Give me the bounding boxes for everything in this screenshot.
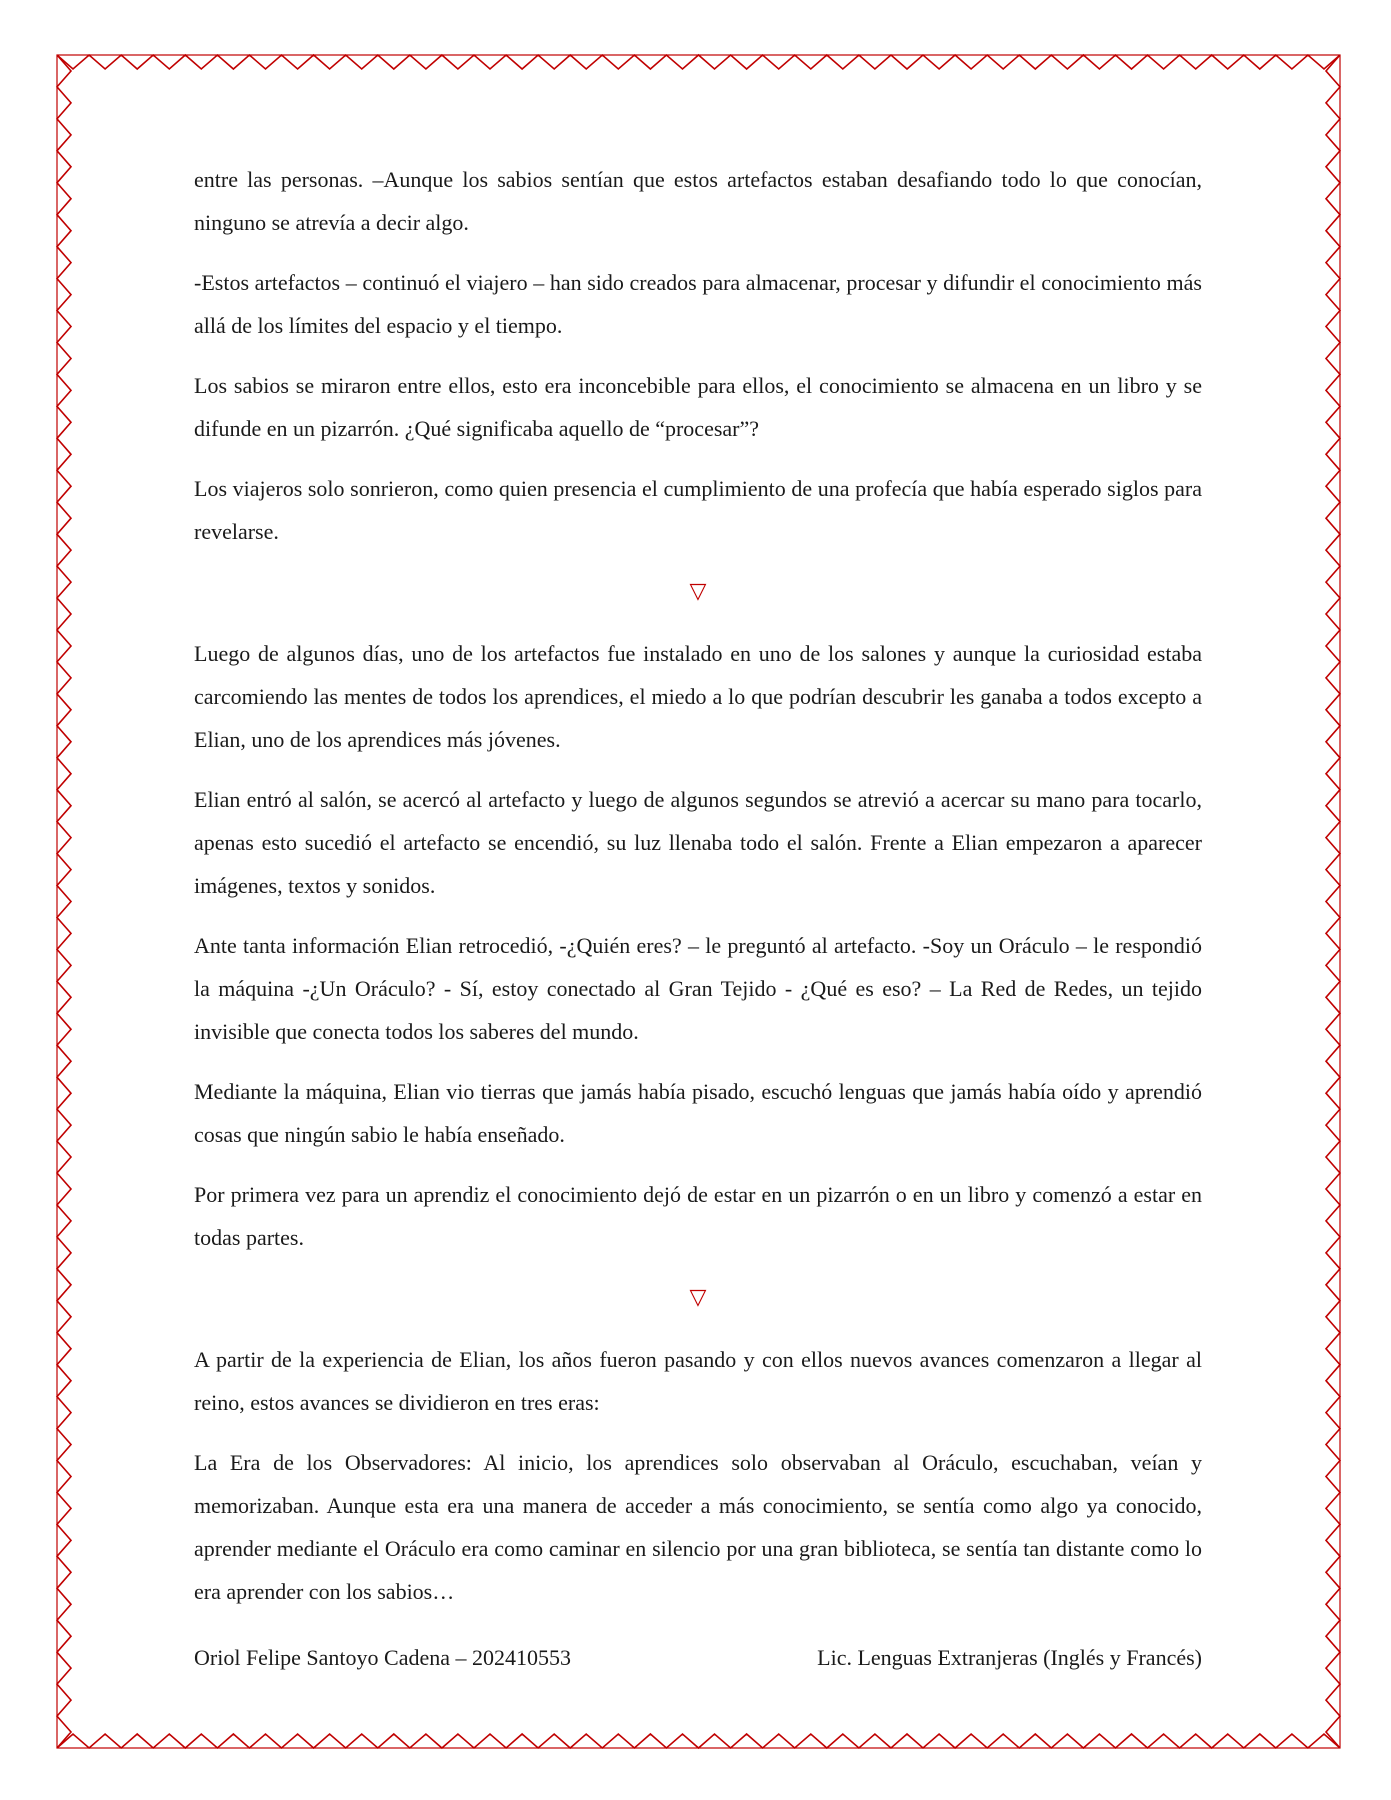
paragraph: Los sabios se miraron entre ellos, esto era inconcebible para ellos, el conocimiento se almacena en un libro y se difunde en un pizarrón. ¿Qué significaba aquello de “procesar”? — [194, 373, 1202, 441]
paragraph: Mediante la máquina, Elian vio tierras que jamás había pisado, escuchó lenguas que jamás había oído y aprendió cosas que ningún sabio le había enseñado. — [194, 1079, 1202, 1147]
paragraph: entre las personas. –Aunque los sabios sentían que estos artefactos estaban desafiando todo lo que conocían, ninguno se atrevía a decir algo. — [194, 167, 1202, 235]
footer-program: Lic. Lenguas Extranjeras (Inglés y Francés) — [817, 1645, 1202, 1670]
paragraph: Ante tanta información Elian retrocedió, -¿Quién eres? – le preguntó al artefacto. -Soy un Oráculo – le respondió la máquina -¿Un Oráculo? - Sí, estoy conectado al Gran Tejido - ¿Qué es eso? – La Red de Redes, un tejido invisible que conecta todos los saberes del mundo. — [194, 933, 1202, 1044]
paragraph: Los viajeros solo sonrieron, como quien presencia el cumplimiento de una profecía que había esperado siglos para revelarse. — [194, 476, 1202, 544]
body-text — [194, 158, 1202, 1630]
paragraph: Por primera vez para un aprendiz el conocimiento dejó de estar en un pizarrón o en un libro y comenzó a estar en todas partes. — [194, 1182, 1202, 1250]
paragraph: A partir de la experiencia de Elian, los años fueron pasando y con ellos nuevos avances comenzaron a llegar al reino, estos avances se dividieron en tres eras: — [194, 1347, 1202, 1415]
footer-author: Oriol Felipe Santoyo Cadena – 202410553 — [194, 1645, 572, 1670]
section-separator-icon: ▽ — [689, 1285, 707, 1310]
page-footer — [194, 1636, 1202, 1679]
paragraph: -Estos artefactos – continuó el viajero – han sido creados para almacenar, procesar y difundir el conocimiento más allá de los límites del espacio y el tiempo. — [194, 270, 1202, 338]
paragraph: La Era de los Observadores: Al inicio, los aprendices solo observaban al Oráculo, escuchaban, veían y memorizaban. Aunque esta era una manera de acceder a más conocimiento, se sentía como algo ya conocido, aprender mediante el Oráculo era como caminar en silencio por una gran biblioteca, se sentía tan distante como lo era aprender con los sabios… — [194, 1450, 1202, 1604]
section-separator-icon: ▽ — [689, 579, 707, 604]
paragraph: Elian entró al salón, se acercó al artefacto y luego de algunos segundos se atrevió a acercar su mano para tocarlo, apenas esto sucedió el artefacto se encendió, su luz llenaba todo el salón. Frente a Elian empezaron a aparecer imágenes, textos y sonidos. — [194, 787, 1202, 898]
paragraph: Luego de algunos días, uno de los artefactos fue instalado en uno de los salones y aunque la curiosidad estaba carcomiendo las mentes de todos los aprendices, el miedo a lo que podrían descubrir les ganaba a todos excepto a Elian, uno de los aprendices más jóvenes. — [194, 641, 1202, 752]
